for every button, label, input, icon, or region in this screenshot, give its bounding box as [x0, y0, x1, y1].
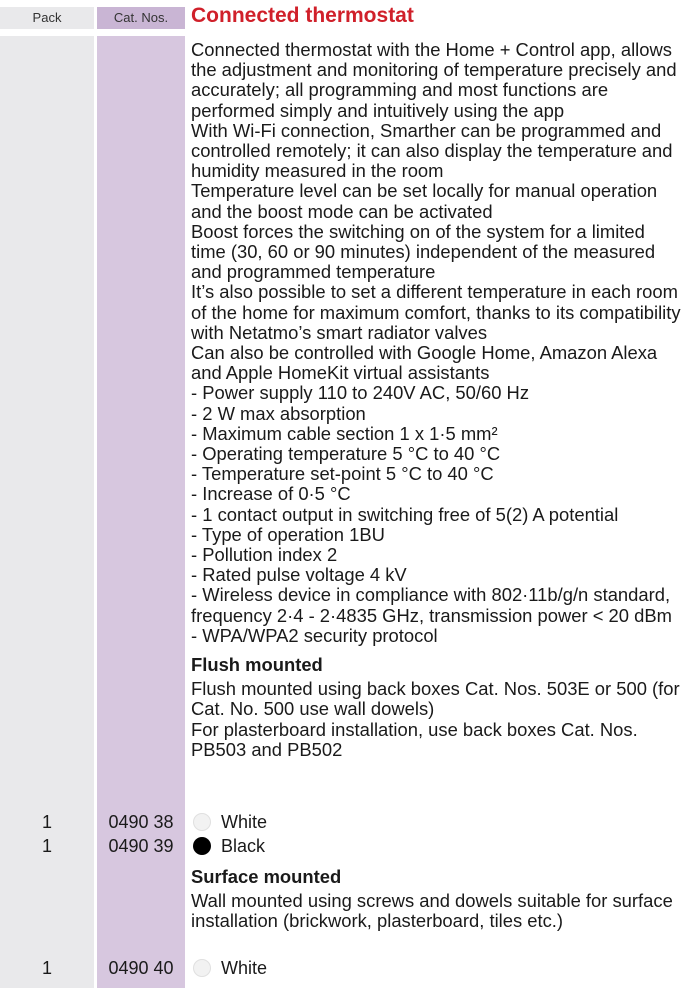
surface-mounted-text: Wall mounted using screws and dowels suitable for surface installation (brickwork, plasterboard, tiles etc.): [191, 890, 673, 932]
white-swatch-icon: [193, 813, 211, 831]
pack-header: Pack: [0, 7, 94, 29]
description-paragraph: Boost forces the switching on of the system for a limited time (30, 60 or 90 minutes) independent of the measured and programmed temperature: [191, 220, 656, 283]
spec-item: - Type of operation 1BU: [191, 523, 385, 545]
spec-item: - 1 contact output in switching free of 5(2) A potential: [191, 503, 619, 525]
black-swatch-icon: [193, 837, 211, 855]
product-row: [0, 957, 686, 979]
page-title: Connected thermostat: [191, 4, 414, 27]
pack-qty: 1: [41, 812, 52, 832]
cat-number: 0490 40: [108, 958, 174, 978]
spec-item: - Maximum cable section 1 x 1·5 mm²: [191, 422, 498, 444]
variant-label: White: [221, 958, 268, 978]
flush-mounted-text: For plasterboard installation, use back boxes Cat. Nos. PB503 and PB502: [191, 718, 638, 760]
spec-item: - Power supply 110 to 240V AC, 50/60 Hz: [191, 382, 530, 404]
variant: [193, 811, 267, 833]
spec-item: - 2 W max absorption: [191, 402, 366, 424]
product-row: [0, 835, 686, 857]
description-paragraph: Temperature level can be set locally for manual operation and the boost mode can be activated: [191, 180, 658, 222]
flush-mounted-heading: Flush mounted: [191, 654, 323, 676]
spec-item: - Operating temperature 5 °C to 40 °C: [191, 443, 501, 465]
spec-item: - Pollution index 2: [191, 544, 338, 566]
spec-item: - WPA/WPA2 security protocol: [191, 624, 438, 646]
variant-label: White: [221, 812, 268, 832]
description-paragraph: It’s also possible to set a different temperature in each room of the home for maximum comfort, thanks to its compatibility with Netatmo’s smart radiator valves: [191, 281, 681, 343]
spec-item: - Increase of 0·5 °C: [191, 483, 351, 505]
cat-number: 0490 38: [108, 812, 174, 832]
spec-item: - Temperature set-point 5 °C to 40 °C: [191, 463, 494, 485]
surface-mounted-section: [191, 866, 683, 931]
spec-item: - Rated pulse voltage 4 kV: [191, 564, 407, 586]
surface-mounted-heading: Surface mounted: [191, 866, 342, 887]
pack-qty: 1: [41, 836, 52, 856]
variant-label: Black: [221, 836, 266, 856]
product-row: [0, 811, 686, 833]
product-description: [191, 40, 683, 760]
description-paragraph: With Wi-Fi connection, Smarther can be programmed and controlled remotely; it can also display the temperature and humidity measured in the room: [191, 119, 673, 182]
white-swatch-icon: [193, 959, 211, 977]
variant: [193, 957, 267, 979]
description-paragraph: Can also be controlled with Google Home, Amazon Alexa and Apple HomeKit virtual assistants: [191, 342, 658, 384]
flush-mounted-text: Flush mounted using back boxes Cat. Nos. 503E or 500 (for Cat. No. 500 use wall dowels): [191, 678, 680, 720]
variant: [193, 835, 265, 857]
spec-list: [191, 383, 683, 646]
cat-number: 0490 39: [108, 836, 174, 856]
cat-nos-header: Cat. Nos.: [97, 7, 185, 29]
pack-qty: 1: [41, 958, 52, 978]
spec-item: - Wireless device in compliance with 802·11b/g/n standard, frequency 2·4 - 2·4835 GHz, transmission power < 20 dBm: [191, 584, 672, 626]
description-paragraph: Connected thermostat with the Home + Control app, allows the adjustment and monitoring of temperature precisely and accurately; all programming and most functions are performed simply and intuitively using the app: [191, 39, 677, 121]
